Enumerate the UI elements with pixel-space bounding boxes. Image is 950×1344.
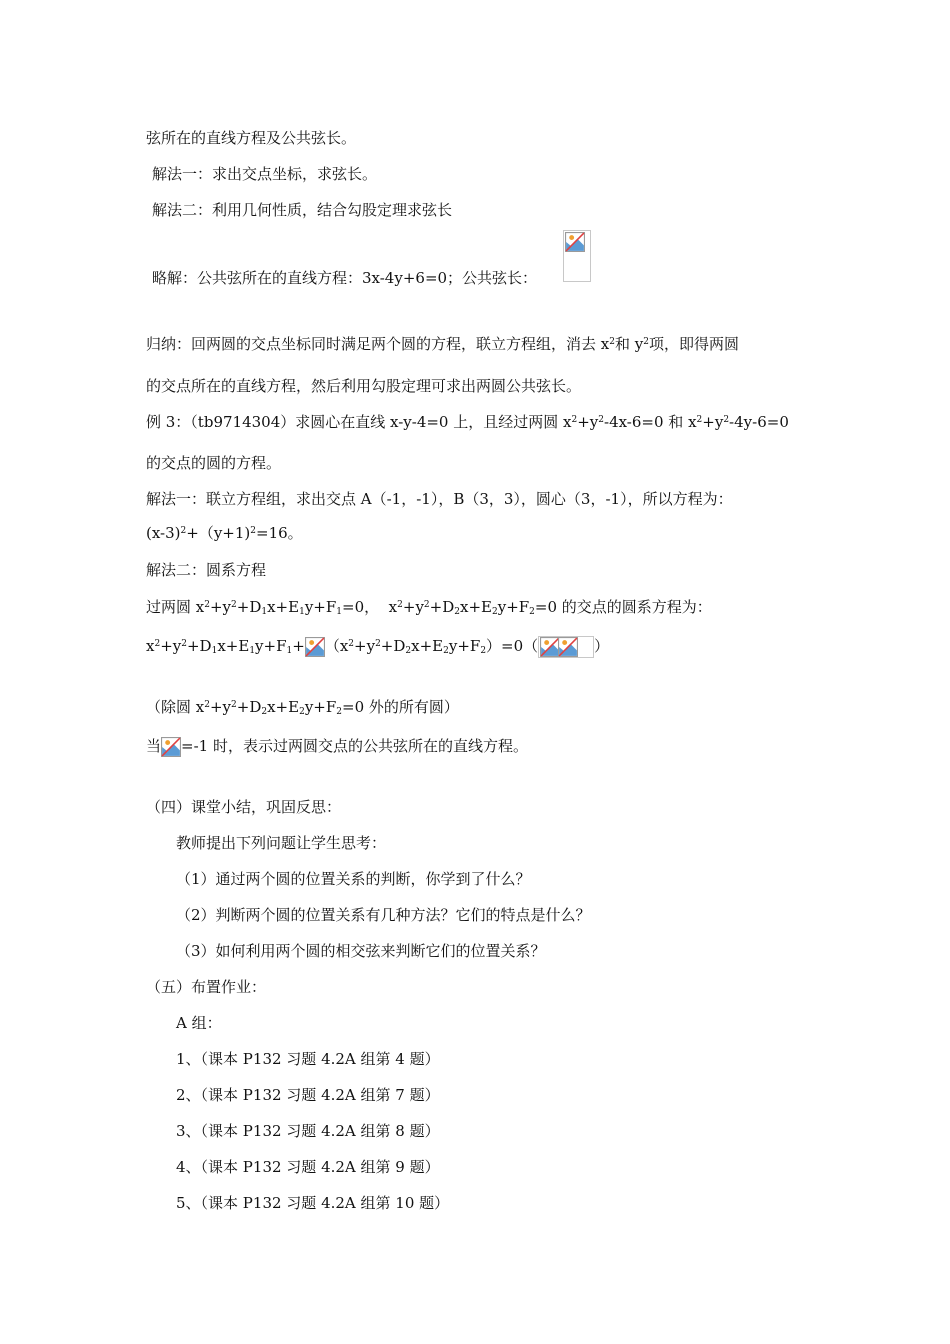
text-line-7 [146, 412, 789, 432]
sub: 2 [405, 646, 412, 656]
sup: 2 [231, 700, 237, 710]
broken-image-icon [305, 637, 325, 657]
broken-image-icon [565, 232, 585, 252]
sub: 2 [491, 607, 498, 617]
t: +y [402, 598, 424, 616]
text-line-4 [152, 268, 537, 288]
t: =0 的交点的圆系方程为： [534, 598, 712, 616]
sub: 2 [336, 707, 342, 717]
t: x+E [411, 637, 444, 655]
sub: 2 [443, 646, 449, 656]
t: +y [209, 598, 232, 616]
t: x+E [267, 598, 300, 616]
question-3: （3）如何利用两个圆的相交弦来判断它们的位置关系？ [176, 942, 546, 960]
broken-image-icon [540, 637, 560, 657]
homework-item: 2、（课本 P132 习题 4.2A 组第 7 题） [176, 1086, 440, 1104]
t: + [292, 637, 305, 655]
text-line-9: 解法一：联立方程组，求出交点 A（-1，-1），B（3，3），圆心（3，-1），所以方程为： [146, 490, 733, 508]
t: x [388, 598, 398, 616]
question-1: （1）通过两个圆的位置关系的判断，你学到了什么？ [176, 870, 531, 888]
section-summary-heading: （四）课堂小结，巩固反思： [146, 798, 342, 816]
text-line-11: 解法二：圆系方程 [146, 561, 267, 579]
sub: 2 [299, 707, 305, 717]
sup: 2 [643, 337, 649, 347]
sub: 1 [211, 646, 218, 656]
text-line-10 [146, 523, 303, 543]
broken-image-icon [161, 737, 181, 757]
t: +D [429, 598, 455, 616]
homework-item: 3、（课本 P132 习题 4.2A 组第 8 题） [176, 1122, 440, 1140]
ex3-c: -4x-6=0 和 x [604, 413, 697, 431]
text-line-3: 解法二：利用几何性质，结合勾股定理求弦长 [152, 201, 453, 219]
t: y+F [497, 598, 530, 616]
homework-item: 4、（课本 P132 习题 4.2A 组第 9 题） [176, 1158, 440, 1176]
t: +D [380, 637, 406, 655]
sub: 1 [299, 607, 305, 617]
t: y+F [304, 598, 337, 616]
text-line-14 [146, 697, 459, 717]
t: +D [186, 637, 212, 655]
eq-a: (x-3) [146, 524, 181, 542]
sup: 2 [696, 415, 703, 425]
sup: 2 [723, 415, 730, 425]
sub: 2 [261, 707, 268, 717]
sup: 2 [181, 639, 187, 649]
broken-image-icon [558, 637, 578, 657]
text-line-6: 的交点所在的直线方程，然后利用勾股定理可求出两圆公共弦长。 [146, 377, 582, 395]
summary-a: 归纳：回两圆的交点坐标同时满足两个圆的方程，联立方程组，消去 x [146, 335, 610, 353]
question-2: （2）判断两个圆的位置关系有几种方法？它们的特点是什么？ [176, 906, 591, 924]
text-line-2: 解法一：求出交点坐标，求弦长。 [152, 165, 378, 183]
lambda-image [161, 737, 181, 757]
t: +D [236, 598, 262, 616]
t: y+F [304, 698, 337, 716]
chord-length-image [563, 230, 591, 282]
t: +y [209, 698, 232, 716]
text-line-5 [146, 334, 739, 354]
homework-item: 5、（课本 P132 习题 4.2A 组第 10 题） [176, 1194, 450, 1212]
t: =-1 时，表示过两圆交点的公共弦所在的直线方程。 [181, 737, 528, 755]
group-a-label: A 组： [176, 1014, 222, 1032]
brief-solution-text: 略解：公共弦所在的直线方程：3x-4y+6=0；公共弦长： [152, 269, 538, 287]
t: =0 外的所有圆） [342, 698, 459, 716]
text-line-15 [146, 736, 528, 757]
sup: 2 [598, 415, 604, 425]
ex3-a: 例 3：（tb9714304）求圆心在直线 x-y-4=0 上，且经过两圆 x [146, 413, 572, 431]
sup: 2 [423, 600, 430, 610]
t: x+E [217, 637, 250, 655]
t: +y [354, 637, 376, 655]
section-homework-heading: （五）布置作业： [146, 978, 267, 996]
sup: 2 [609, 337, 615, 347]
sup: 2 [204, 600, 210, 610]
ex3-d: +y [702, 413, 724, 431]
lambda-image [305, 637, 325, 657]
t: （除圆 x [146, 698, 205, 716]
t: =0， [342, 598, 380, 616]
sub: 1 [336, 607, 342, 617]
sup: 2 [397, 600, 403, 610]
text-line-1: 弦所在的直线方程及公共弦长。 [146, 129, 357, 147]
t: ） [594, 637, 610, 655]
lambda-condition-image [538, 636, 594, 658]
ex3-e: -4y-6=0 [729, 413, 789, 431]
text-line-13 [146, 636, 609, 658]
eq-c: =16。 [256, 524, 303, 542]
sub: 2 [529, 607, 535, 617]
eq-b: +（y+1) [186, 524, 251, 542]
summary-c: 项，即得两圆 [648, 335, 739, 353]
homework-item: 1、（课本 P132 习题 4.2A 组第 4 题） [176, 1050, 440, 1068]
sup: 2 [250, 526, 256, 536]
sub: 2 [480, 646, 487, 656]
text-line-12 [146, 597, 712, 617]
sup: 2 [375, 639, 381, 649]
sup: 2 [348, 639, 355, 649]
summary-b: 和 y [614, 335, 644, 353]
t: +y [160, 637, 182, 655]
text-line-8: 的交点的圆的方程。 [146, 454, 282, 472]
sup: 2 [154, 639, 161, 649]
t: （x [324, 637, 349, 655]
text-line-17: 教师提出下列问题让学生思考： [176, 834, 387, 852]
t: y+F [448, 637, 481, 655]
t: x+E [460, 598, 492, 616]
t: y+F [255, 637, 287, 655]
sub: 1 [286, 646, 293, 656]
sup: 2 [204, 700, 210, 710]
t: ）=0（ [486, 637, 539, 655]
sup: 2 [180, 526, 187, 536]
t: 当 [146, 737, 162, 755]
t: x+E [267, 698, 300, 716]
t: x [146, 637, 155, 655]
sup: 2 [231, 600, 237, 610]
ex3-b: +y [577, 413, 599, 431]
t: +D [236, 698, 262, 716]
sub: 1 [249, 646, 256, 656]
sub: 2 [454, 607, 460, 617]
t: 过两圆 x [146, 598, 205, 616]
sub: 1 [261, 607, 268, 617]
sup: 2 [571, 415, 578, 425]
